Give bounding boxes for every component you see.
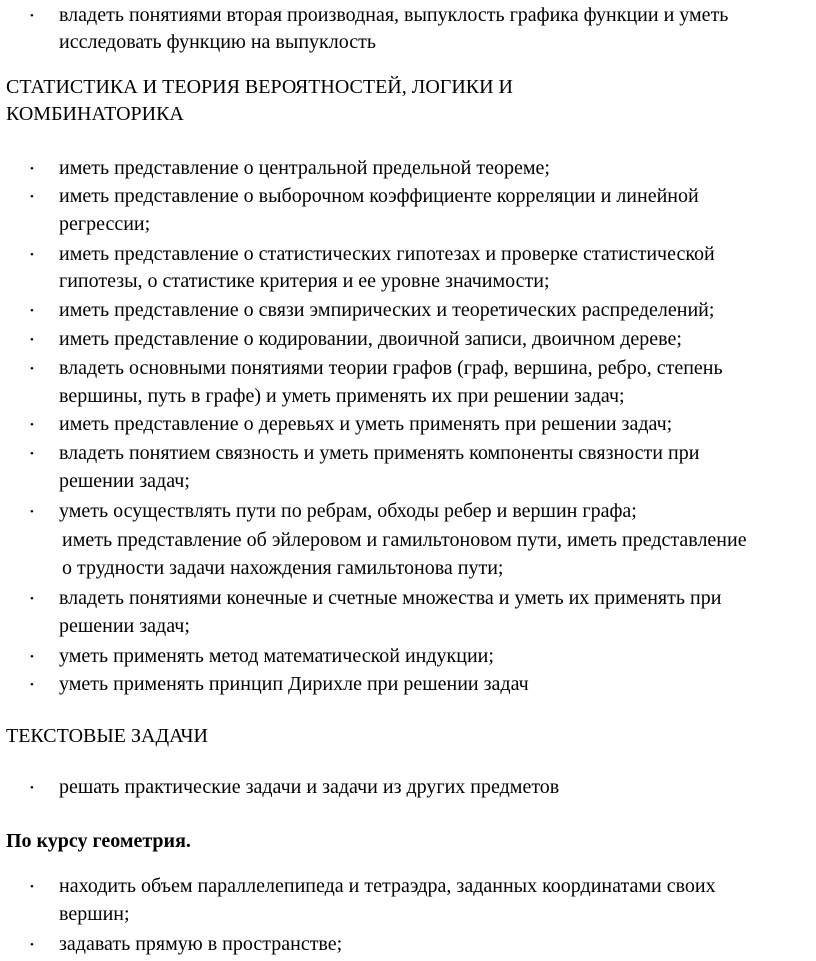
bullet-marker: •: [30, 163, 34, 175]
list-item-text: иметь представление о кодировании, двоичной записи, двоичном дереве;: [59, 328, 682, 350]
list-item-text: иметь представление о статистических гипотезах и проверке статистической: [59, 243, 715, 265]
bullet-marker: •: [30, 506, 34, 518]
list-item-text: решать практические задачи и задачи из других предметов: [59, 776, 560, 798]
bullet-marker: •: [30, 334, 34, 346]
list-item-text: решении задач;: [59, 470, 190, 492]
list-item-text: иметь представление о деревьях и уметь применять при решении задач;: [59, 413, 673, 435]
list-item-text: о трудности задачи нахождения гамильтонова пути;: [62, 557, 504, 579]
list-item-text: находить объем параллелепипеда и тетраэдра, заданных координатами своих: [59, 875, 716, 897]
list-item-text: регрессии;: [59, 213, 151, 235]
list-item-text: владеть понятием связность и уметь применять компоненты связности при: [59, 442, 700, 464]
list-item-text: иметь представление об эйлеровом и гамильтоновом пути, иметь представление: [62, 529, 747, 551]
bullet-marker: •: [30, 305, 34, 317]
list-item-text: иметь представление о выборочном коэффициенте корреляции и линейной: [59, 185, 699, 207]
bullet-marker: •: [30, 191, 34, 203]
list-item-text: уметь применять принцип Дирихле при решении задач: [59, 673, 529, 695]
bullet-marker: •: [30, 679, 34, 691]
list-item-text: владеть понятиями конечные и счетные множества и уметь их применять при: [59, 587, 722, 609]
section-heading-geometry: По курсу геометрия.: [6, 830, 191, 852]
list-item-text: иметь представление о центральной предельной теореме;: [59, 157, 550, 179]
section-heading-statistics: СТАТИСТИКА И ТЕОРИЯ ВЕРОЯТНОСТЕЙ, ЛОГИКИ И: [6, 76, 513, 98]
bullet-marker: •: [30, 419, 34, 431]
list-item-text: уметь осуществлять пути по ребрам, обходы ребер и вершин графа;: [59, 500, 637, 522]
list-item-text: вершины, путь в графе) и уметь применять их при решении задач;: [59, 385, 625, 407]
list-item-text: владеть понятиями вторая производная, выпуклость графика функции и уметь: [59, 4, 729, 26]
bullet-marker: •: [30, 881, 34, 893]
list-item-text: решении задач;: [59, 615, 190, 637]
list-item-text: иметь представление о связи эмпирических и теоретических распределений;: [59, 299, 715, 321]
list-item-text: владеть основными понятиями теории графов (граф, вершина, ребро, степень: [59, 357, 723, 379]
list-item-text: гипотезы, о статистике критерия и ее уровне значимости;: [59, 270, 550, 292]
bullet-marker: •: [30, 249, 34, 261]
bullet-marker: •: [30, 593, 34, 605]
bullet-marker: •: [30, 448, 34, 460]
list-item-text: задавать прямую в пространстве;: [59, 933, 343, 955]
section-heading-text-problems: ТЕКСТОВЫЕ ЗАДАЧИ: [6, 725, 208, 747]
list-item-text: исследовать функцию на выпуклость: [59, 31, 376, 53]
bullet-marker: •: [30, 939, 34, 951]
list-item-text: вершин;: [59, 903, 130, 925]
bullet-marker: •: [30, 651, 34, 663]
section-heading-statistics-cont: КОМБИНАТОРИКА: [6, 103, 184, 125]
bullet-marker: •: [30, 10, 34, 22]
list-item-text: уметь применять метод математической индукции;: [59, 645, 494, 667]
bullet-marker: •: [30, 782, 34, 794]
bullet-marker: •: [30, 363, 34, 375]
